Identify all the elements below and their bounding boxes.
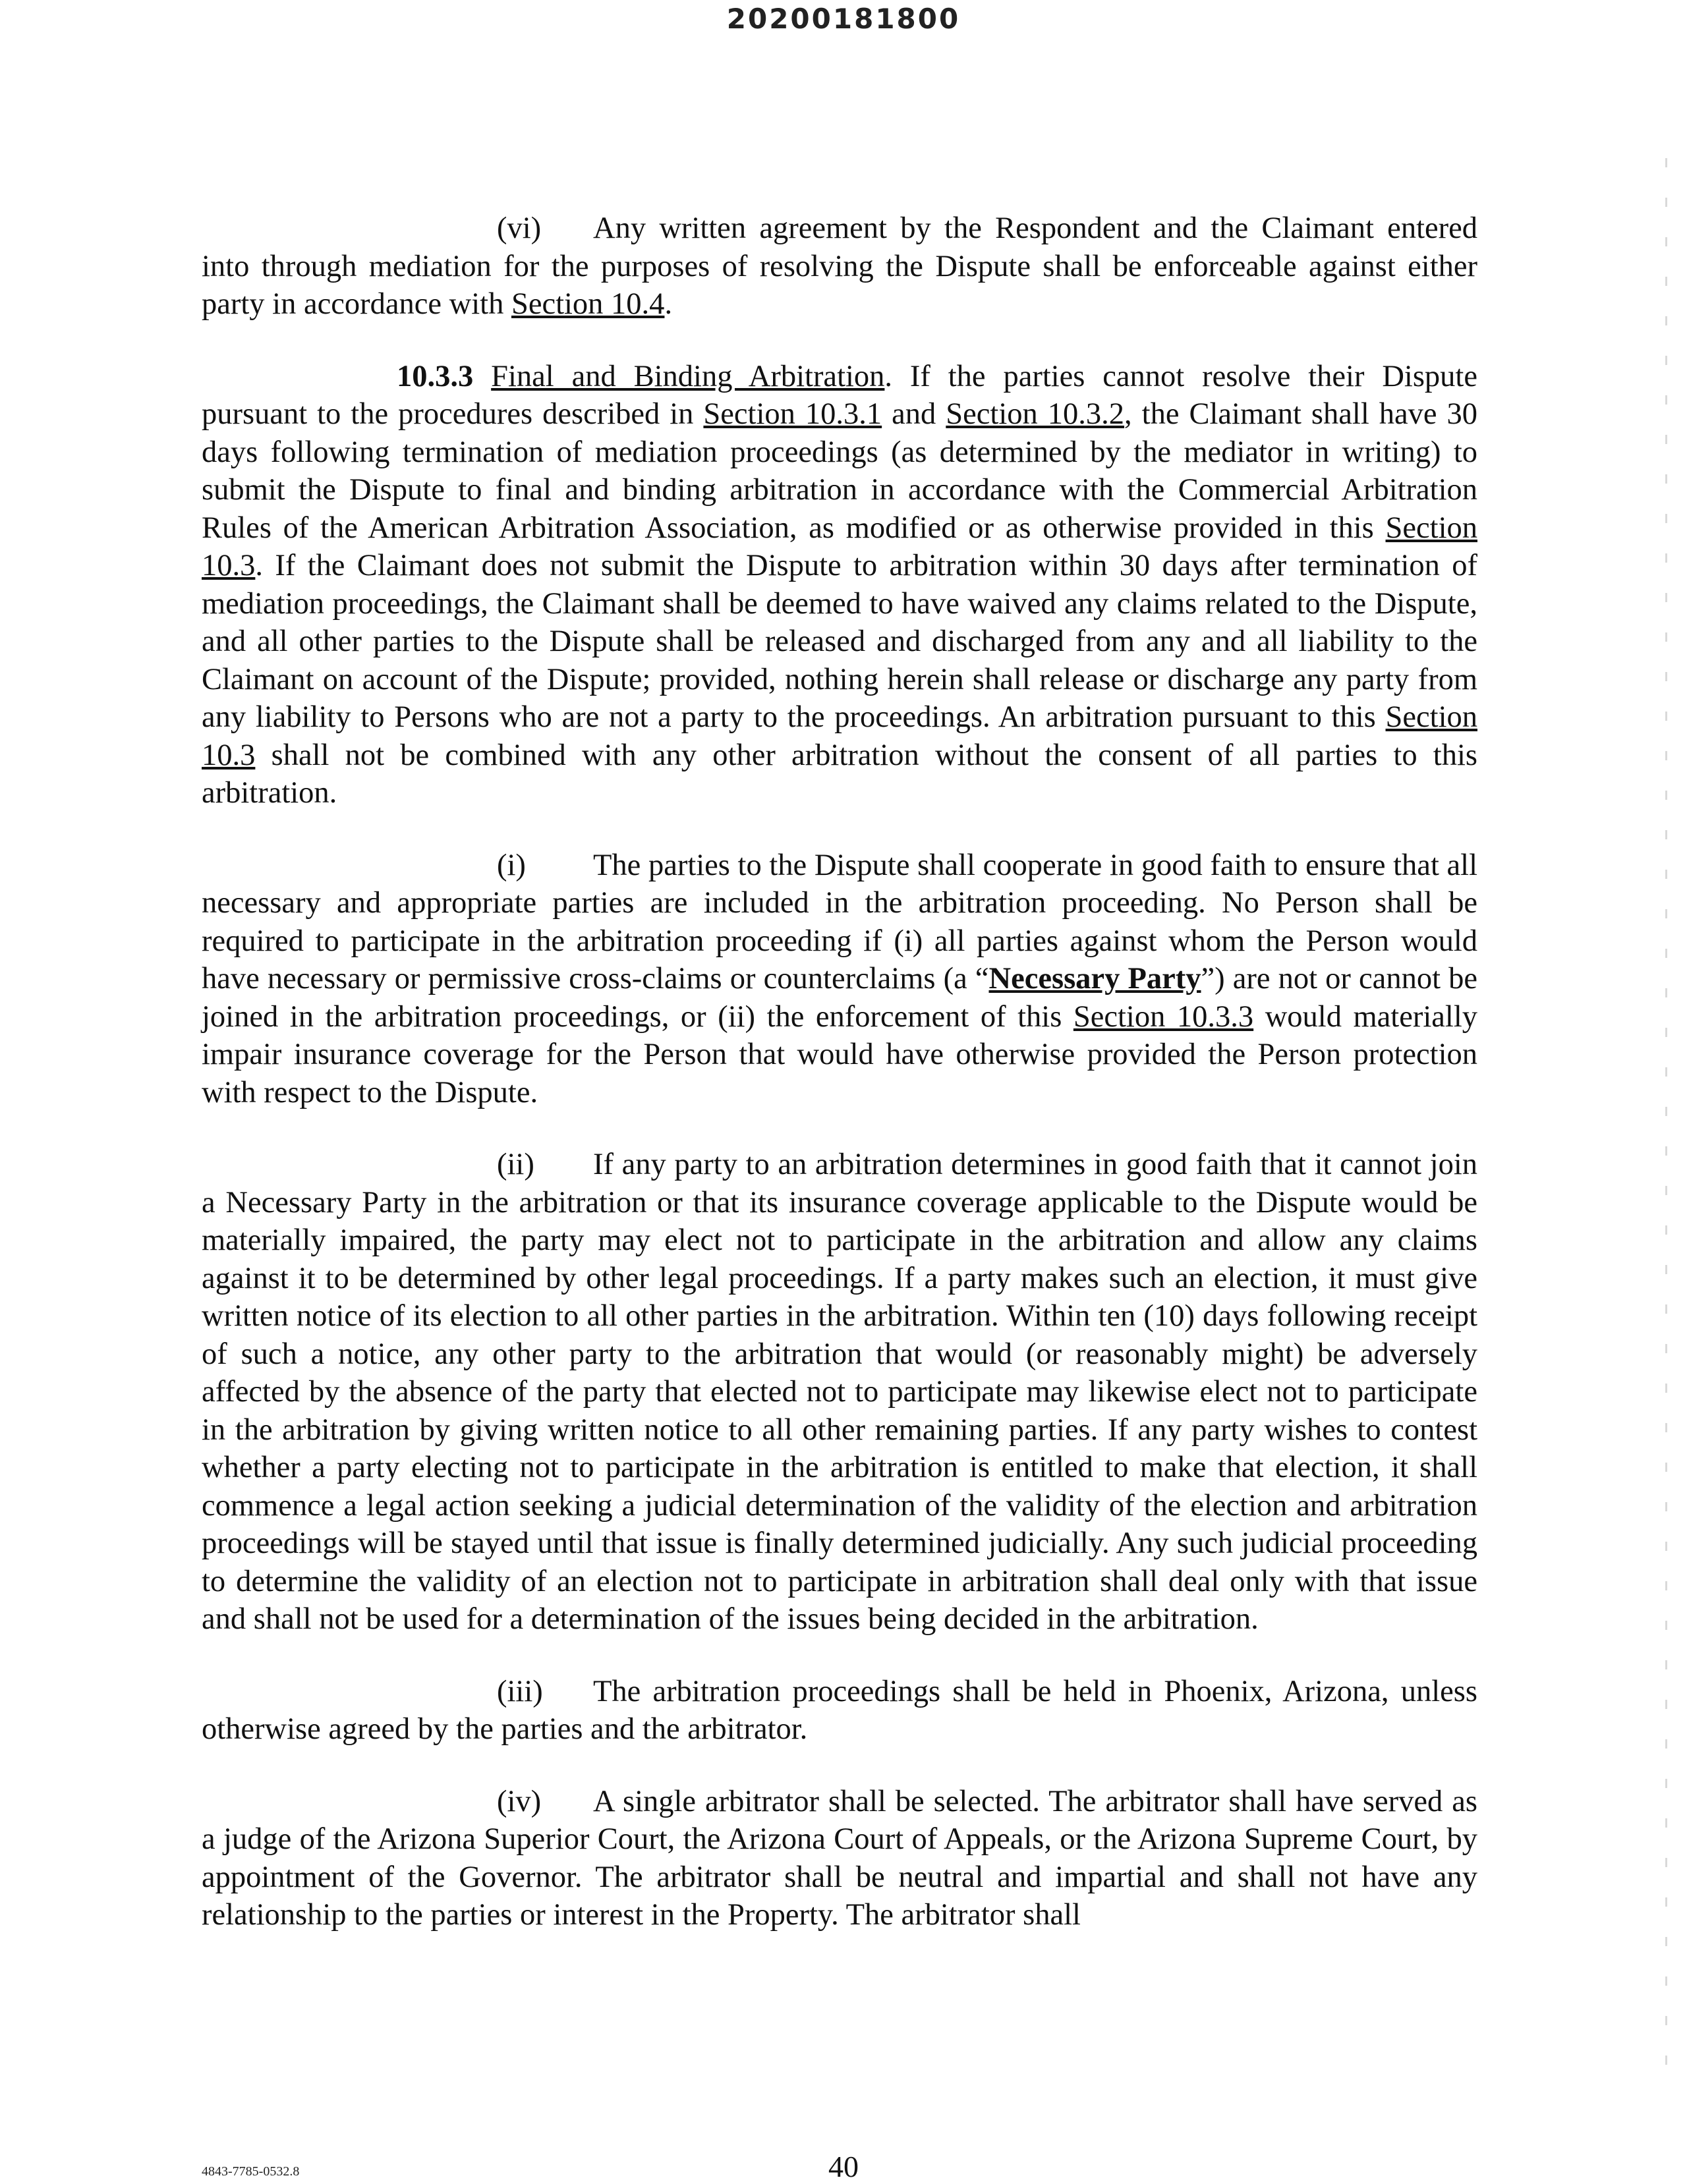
section-reference: Section 10.3.1 (703, 397, 882, 431)
paragraph-ii (202, 1146, 1477, 1638)
paragraph-iv (202, 1783, 1477, 1934)
paragraph-iii (202, 1673, 1477, 1749)
section-reference: Section 10.3.2 (946, 397, 1125, 431)
page-number: 40 (828, 2150, 859, 2183)
paragraph-text: ”) are not or cannot be joined in the arbitration proceedings, or (ii) the enforcement of this (202, 962, 1478, 1034)
paragraph-text: , the Claimant shall have 30 days following termination of mediation proceedings (as determined by the mediator in writing) to submit the Dispute to final and binding arbitration in accordance with the Commercial Arbitration Rules of the American Arbitration Association, as modified or as otherwise provided in this (202, 397, 1478, 545)
paragraph-text: . (664, 287, 673, 321)
document-body (202, 210, 1477, 1969)
section-10-3-3 (202, 358, 1477, 812)
paragraph-text: The parties to the Dispute shall cooperate in good faith to ensure that all necessary and appropriate parties are included in the arbitration proceeding. No Person shall be required to participate in the arbitration proceeding if (i) all parties against whom the Person would have necessary or permissive cross-claims or counterclaims (a “ (202, 848, 1477, 995)
paragraph-marker: (ii) (497, 1148, 534, 1181)
paragraph-text: would materially impair insurance coverage for the Person that would have otherwise provided the Person protection with respect to the Dispute. (202, 999, 1477, 1109)
paragraph-marker: (i) (497, 848, 526, 882)
paragraph-text: Any written agreement by the Respondent and the Claimant entered into through mediation for the purposes of resolving the Dispute shall be enforceable against either party in accordance with (202, 211, 1477, 321)
paragraph-vi (202, 210, 1477, 323)
paragraph-marker: (iii) (497, 1674, 543, 1708)
footer-document-id: 4843-7785-0532.8 (202, 2164, 300, 2179)
section-reference: Section 10.3.3 (1073, 999, 1254, 1034)
section-reference: Section 10.4 (511, 287, 665, 321)
paragraph-text: and (882, 397, 946, 431)
paragraph-text: . If the parties cannot resolve their Dispute pursuant to the procedures described in (202, 359, 1477, 431)
paragraph-text: A single arbitrator shall be selected. The arbitrator shall have served as a judge of the Arizona Superior Court, the Arizona Court of Appeals, or the Arizona Supreme Court, by appointment of the Governor. The arbitrator shall be neutral and impartial and shall not have any relationship to the parties or interest in the Property. The arbitrator shall (202, 1784, 1477, 1932)
section-heading: Final and Binding Arbitration (491, 359, 885, 393)
paragraph-marker: (iv) (497, 1784, 542, 1818)
section-number: 10.3.3 (397, 359, 474, 393)
paragraph-text: . If the Claimant does not submit the Dispute to arbitration within 30 days after termination of mediation proceedings, the Claimant shall be deemed to have waived any claims related to the Dispute, and all other parties to the Dispute shall be released and discharged from any and all liability to the Claimant on account of the Dispute; provided, nothing herein shall release or discharge any party from any liability to Persons who are not a party to the proceedings. An arbitration pursuant to this (202, 549, 1477, 734)
paragraph-marker: (vi) (497, 211, 542, 245)
scan-edge-artifact (1665, 158, 1667, 2069)
paragraph-text: The arbitration proceedings shall be held in Phoenix, Arizona, unless otherwise agreed by the parties and the arbitrator. (202, 1674, 1477, 1746)
section-reference: Section 10.3 (202, 511, 1477, 582)
recording-number: 20200181800 (726, 3, 961, 35)
paragraph-text: shall not be combined with any other arbitration without the consent of all parties to this arbitration. (202, 738, 1477, 810)
paragraph-i (202, 847, 1477, 1112)
paragraph-text: If any party to an arbitration determines in good faith that it cannot join a Necessary Party in the arbitration or that its insurance coverage applicable to the Dispute would be materially impaired, the party may elect not to participate in the arbitration and allow any claims against it to be determined by other legal proceedings. If a party makes such an election, it must give written notice of its election to all other parties in the arbitration. Within ten (10) days following receipt of such a notice, any other party to the arbitration that would (or reasonably might) be adversely affected by the absence of the party that elected not to participate may likewise elect not to participate in the arbitration by giving written notice to all other remaining parties. If any party wishes to contest whether a party electing not to participate in the arbitration is entitled to make that election, it shall commence a legal action seeking a judicial determination of the validity of the election and arbitration proceedings will be stayed until that issue is finally determined judicially. Any such judicial proceeding to determine the validity of an election not to participate in arbitration shall deal only with that issue and shall not be used for a determination of the issues being decided in the arbitration. (202, 1148, 1477, 1636)
section-reference: Section 10.3 (202, 700, 1477, 772)
defined-term: Necessary Party (988, 962, 1201, 995)
